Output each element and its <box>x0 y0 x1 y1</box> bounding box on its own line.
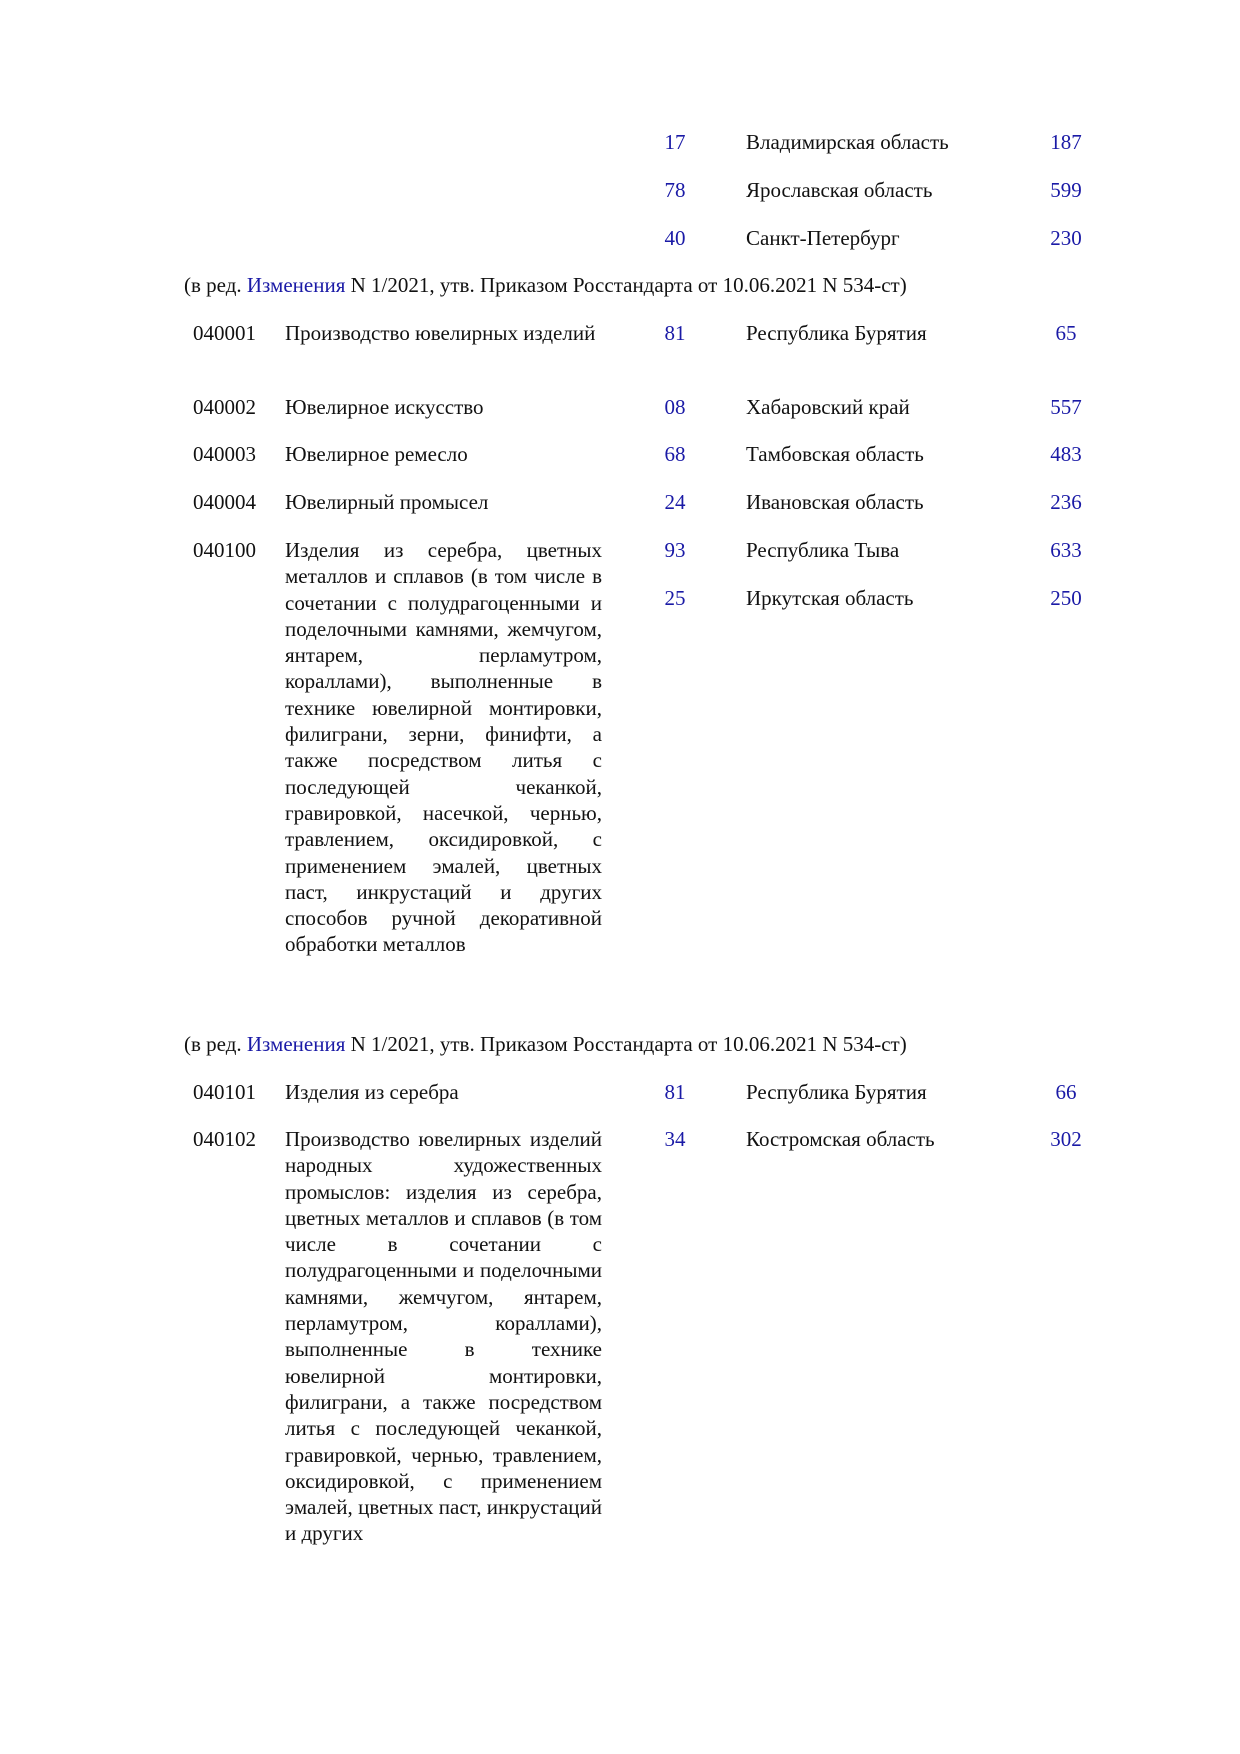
region-code[interactable]: 65 <box>1055 321 1077 345</box>
region-name: Ярославская область <box>746 178 933 202</box>
item-name: Ювелирный промысел <box>285 490 489 514</box>
region-name: Хабаровский край <box>746 395 910 419</box>
item-code: 040002 <box>193 395 256 419</box>
item-name: Производство ювелирных изделий народных художественных промыслов: изделия из серебра, цветных металлов и сплавов (в том числе в сочетании с полудрагоценными и поделочными камнями, жемчугом, янтарем, перламутром, кораллами), выполненные в технике ювелирной монтировки, филиграни, а также посредством литья с последующей чеканкой, гравировкой, чернью, травлением, оксидировкой, с применением эмалей, цветных паст, инкрустаций и других <box>285 1127 602 1546</box>
region-code[interactable]: 302 <box>1050 1127 1082 1151</box>
region-code[interactable]: 557 <box>1050 395 1082 419</box>
note-prefix: (в ред. <box>184 1032 247 1056</box>
amendment-link[interactable]: Изменения <box>246 273 346 297</box>
item-name: Изделия из серебра <box>285 1080 459 1104</box>
region-number[interactable]: 40 <box>664 226 686 250</box>
region-number[interactable]: 17 <box>664 130 686 154</box>
item-name: Изделия из серебра, цветных металлов и сплавов (в том числе в сочетании с полудрагоценными и поделочными камнями, жемчугом, янтарем, перламутром, кораллами), выполненные в технике ювелирной монтировки, филиграни, зерни, финифти, а также посредством литья с последующей чеканкой, гравировкой, насечкой, чернью, травлением, оксидировкой, с применением эмалей, цветных паст, инкрустаций и других способов ручной декоративной обработки металлов <box>285 538 602 957</box>
region-number[interactable]: 68 <box>664 442 686 466</box>
region-name: Санкт-Петербург <box>746 226 900 250</box>
region-code[interactable]: 483 <box>1050 442 1082 466</box>
item-code: 040001 <box>193 321 256 345</box>
region-number[interactable]: 81 <box>664 1080 686 1104</box>
item-code: 040003 <box>193 442 256 466</box>
region-name: Республика Тыва <box>746 538 900 562</box>
item-name: Производство ювелирных изделий <box>285 321 596 345</box>
region-name: Тамбовская область <box>746 442 924 466</box>
region-number[interactable]: 81 <box>664 321 686 345</box>
amendment-note <box>184 1031 907 1057</box>
region-number[interactable]: 78 <box>664 178 686 202</box>
amendment-link[interactable]: Изменения <box>246 1032 346 1056</box>
region-number[interactable]: 24 <box>664 490 686 514</box>
region-code[interactable]: 250 <box>1050 586 1082 610</box>
item-name: Ювелирное ремесло <box>285 442 468 466</box>
region-number[interactable]: 34 <box>664 1127 686 1151</box>
item-code: 040100 <box>193 538 256 562</box>
region-code[interactable]: 236 <box>1050 490 1082 514</box>
region-code[interactable]: 230 <box>1050 226 1082 250</box>
region-name: Ивановская область <box>746 490 924 514</box>
region-number[interactable]: 93 <box>664 538 686 562</box>
region-name: Республика Бурятия <box>746 321 927 345</box>
item-code: 040102 <box>193 1127 256 1151</box>
region-name: Владимирская область <box>746 130 949 154</box>
note-prefix: (в ред. <box>184 273 247 297</box>
note-suffix: N 1/2021, утв. Приказом Росстандарта от 10.06.2021 N 534-ст) <box>345 273 907 297</box>
region-name: Республика Бурятия <box>746 1080 927 1104</box>
region-name: Костромская область <box>746 1127 935 1151</box>
item-code: 040101 <box>193 1080 256 1104</box>
item-name: Ювелирное искусство <box>285 395 484 419</box>
region-number[interactable]: 25 <box>664 586 686 610</box>
note-suffix: N 1/2021, утв. Приказом Росстандарта от 10.06.2021 N 534-ст) <box>345 1032 907 1056</box>
region-code[interactable]: 599 <box>1050 178 1082 202</box>
region-code[interactable]: 66 <box>1055 1080 1077 1104</box>
region-number[interactable]: 08 <box>664 395 686 419</box>
region-code[interactable]: 633 <box>1050 538 1082 562</box>
region-name: Иркутская область <box>746 586 914 610</box>
amendment-note <box>184 272 907 298</box>
item-code: 040004 <box>193 490 256 514</box>
region-code[interactable]: 187 <box>1050 130 1082 154</box>
